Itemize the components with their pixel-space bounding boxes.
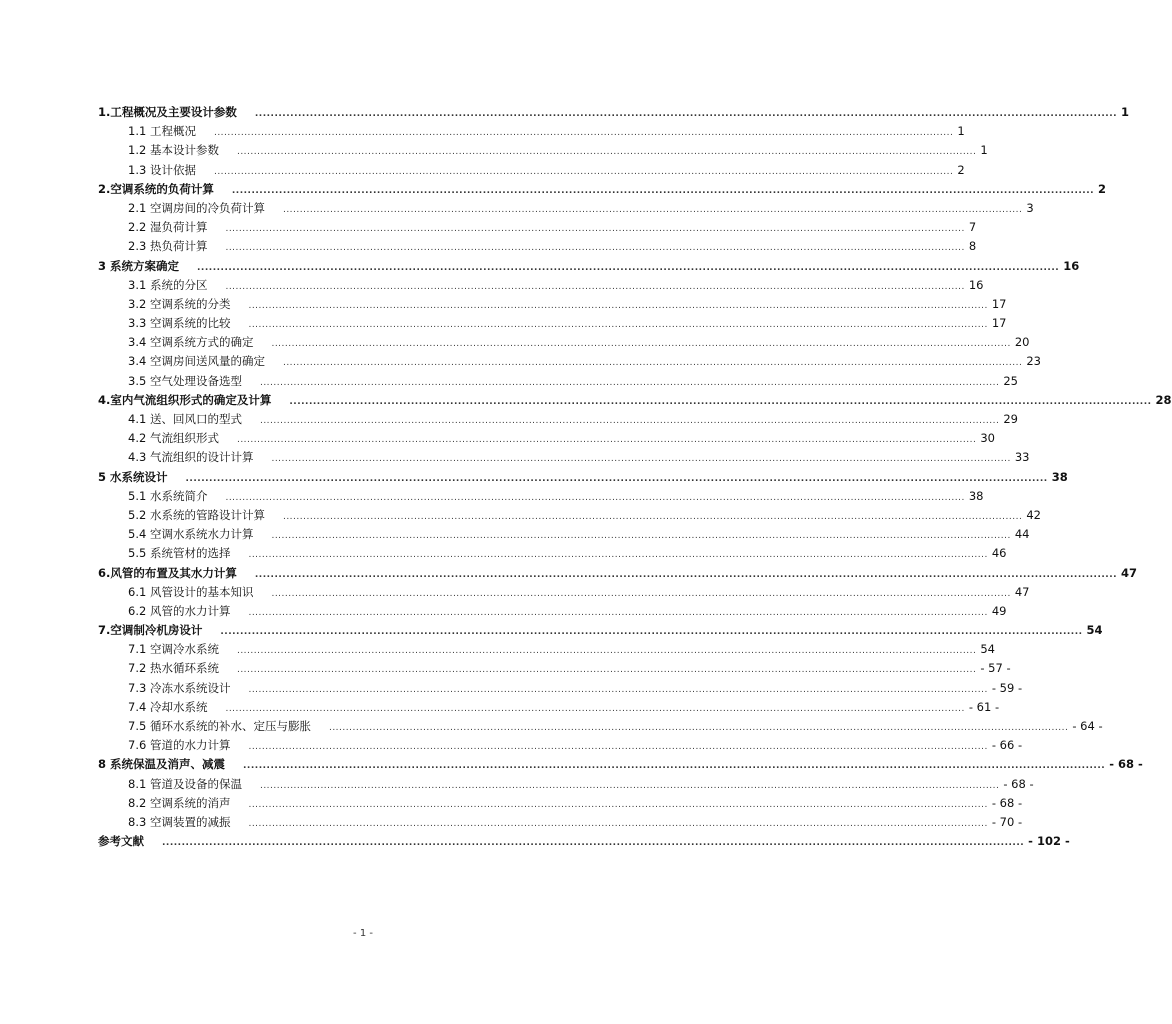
toc-section-entry	[98, 448, 1030, 467]
toc-section-entry	[98, 506, 1041, 525]
toc-dot-leader: ............................................................................................................................................................................................................................	[225, 243, 965, 254]
toc-section-entry	[98, 736, 1023, 755]
toc-dot-leader: ............................................................................................................................................................................................................................	[231, 185, 1095, 196]
toc-chapter-entry	[98, 391, 1172, 410]
toc-dot-leader: ............................................................................................................................................................................................................................	[271, 588, 1011, 599]
toc-entry-title: 4.3 气流组织的设计计算	[128, 450, 254, 465]
toc-dot-leader: ............................................................................................................................................................................................................................	[213, 128, 954, 139]
toc-entry-title: 5 水系统设计	[98, 469, 168, 484]
toc-section-entry	[98, 794, 1023, 813]
toc-entry-title: 8 系统保温及消声、减震	[98, 757, 226, 772]
toc-entry-page: - 70 -	[991, 814, 1023, 829]
toc-dot-leader: ............................................................................................................................................................................................................................	[271, 531, 1011, 542]
toc-dot-leader: ............................................................................................................................................................................................................................	[236, 435, 977, 446]
toc-dot-leader: ............................................................................................................................................................................................................................	[185, 473, 1048, 484]
toc-section-entry	[98, 659, 1011, 678]
toc-dot-leader: ............................................................................................................................................................................................................................	[259, 377, 1000, 388]
toc-dot-leader: ............................................................................................................................................................................................................................	[259, 780, 1000, 791]
toc-entry-title: 3.5 空气处理设备选型	[128, 373, 242, 388]
toc-entry-page: 30	[980, 431, 995, 446]
toc-dot-leader: ............................................................................................................................................................................................................................	[254, 109, 1118, 119]
toc-entry-page: 25	[1003, 373, 1018, 388]
toc-entry-title: 7.5 循环水系统的补水、定压与膨胀	[128, 719, 311, 733]
toc-entry-page: 23	[1026, 354, 1041, 369]
toc-section-entry	[98, 199, 1034, 218]
toc-section-entry	[98, 161, 965, 180]
toc-entry-title: 6.1 风管设计的基本知识	[128, 584, 254, 599]
toc-entry-page: 7	[968, 220, 977, 235]
toc-dot-leader: ............................................................................................................................................................................................................................	[225, 224, 965, 235]
toc-section-entry	[98, 295, 1007, 314]
toc-entry-title: 8.1 管道及设备的保温	[128, 776, 242, 791]
toc-section-entry	[98, 218, 977, 237]
toc-dot-leader: ............................................................................................................................................................................................................................	[248, 742, 988, 753]
toc-chapter-entry	[98, 564, 1138, 583]
toc-entry-page: 16	[968, 277, 984, 292]
toc-chapter-entry	[98, 621, 1103, 640]
toc-entry-title: 7.3 冷冻水系统设计	[128, 680, 231, 695]
toc-section-entry	[98, 544, 1007, 563]
toc-dot-leader: ............................................................................................................................................................................................................................	[289, 396, 1152, 407]
toc-entry-page: 1	[1121, 105, 1130, 119]
toc-entry-title: 2.1 空调房间的冷负荷计算	[128, 200, 265, 215]
toc-dot-leader: ............................................................................................................................................................................................................................	[248, 818, 988, 829]
toc-entry-title: 4.室内气流组织形式的确定及计算	[98, 392, 272, 407]
toc-entry-title: 3.1 系统的分区	[128, 277, 208, 292]
toc-section-entry	[98, 314, 1007, 333]
toc-dot-leader: ............................................................................................................................................................................................................................	[271, 339, 1011, 350]
toc-entry-page: 2	[1098, 181, 1107, 196]
toc-entry-page: - 66 -	[991, 738, 1023, 753]
toc-entry-page: 47	[1014, 584, 1030, 599]
toc-entry-title: 7.2 热水循环系统	[128, 661, 219, 676]
toc-dot-leader: ............................................................................................................................................................................................................................	[248, 684, 988, 695]
toc-section-entry	[98, 487, 984, 506]
toc-entry-page: 16	[1063, 258, 1080, 273]
toc-chapter-entry	[98, 257, 1080, 276]
toc-chapter-entry	[98, 180, 1107, 199]
toc-entry-title: 7.空调制冷机房设计	[98, 623, 203, 638]
toc-dot-leader: ............................................................................................................................................................................................................................	[213, 166, 954, 177]
toc-entry-title: 2.2 湿负荷计算	[128, 220, 208, 235]
toc-section-entry	[98, 698, 1000, 717]
toc-section-entry	[98, 372, 1018, 391]
toc-entry-page: - 59 -	[991, 680, 1023, 695]
toc-entry-title: 3.4 空调房间送风量的确定	[128, 354, 265, 369]
toc-entry-page: 29	[1003, 412, 1018, 426]
toc-dot-leader: ............................................................................................................................................................................................................................	[254, 569, 1118, 580]
toc-dot-leader: ............................................................................................................................................................................................................................	[236, 646, 977, 657]
toc-section-entry	[98, 237, 977, 256]
toc-entry-page: - 57 -	[980, 661, 1011, 676]
toc-entry-title: 3 系统方案确定	[98, 258, 180, 273]
toc-entry-page: 49	[991, 603, 1007, 618]
toc-entry-page: 20	[1014, 335, 1030, 350]
toc-dot-leader: ............................................................................................................................................................................................................................	[225, 703, 965, 714]
toc-entry-title: 7.6 管道的水力计算	[128, 738, 231, 753]
toc-entry-page: - 61 -	[968, 699, 1000, 714]
toc-section-entry	[98, 583, 1030, 602]
toc-entry-title: 4.2 气流组织形式	[128, 431, 219, 446]
toc-entry-page: 2	[957, 162, 965, 177]
toc-entry-title: 5.1 水系统简介	[128, 488, 208, 503]
toc-dot-leader: ............................................................................................................................................................................................................................	[248, 320, 988, 331]
toc-dot-leader: ............................................................................................................................................................................................................................	[248, 300, 988, 311]
toc-dot-leader: ............................................................................................................................................................................................................................	[328, 723, 1069, 733]
toc-section-entry	[98, 525, 1030, 544]
toc-entry-page: - 64 -	[1072, 719, 1103, 733]
toc-dot-leader: ............................................................................................................................................................................................................................	[248, 550, 988, 561]
toc-dot-leader: ............................................................................................................................................................................................................................	[282, 358, 1023, 369]
toc-section-entry	[98, 352, 1041, 371]
toc-entry-title: 5.5 系统管材的选择	[128, 546, 231, 561]
toc-entry-page: 3	[1026, 200, 1034, 215]
toc-dot-leader: ............................................................................................................................................................................................................................	[236, 147, 977, 158]
toc-entry-title: 参考文献	[98, 834, 144, 849]
toc-entry-title: 5.2 水系统的管路设计计算	[128, 507, 265, 522]
toc-entry-title: 4.1 送、回风口的型式	[128, 412, 242, 426]
toc-entry-title: 3.3 空调系统的比较	[128, 316, 231, 331]
toc-chapter-entry	[98, 468, 1068, 487]
toc-section-entry	[98, 775, 1034, 794]
toc-entry-page: 46	[991, 546, 1007, 561]
toc-entry-title: 1.1 工程概况	[128, 124, 196, 139]
toc-section-entry	[98, 141, 988, 160]
toc-entry-page: 17	[991, 316, 1007, 331]
toc-section-entry	[98, 813, 1023, 832]
toc-dot-leader: ............................................................................................................................................................................................................................	[271, 454, 1011, 465]
toc-entry-page: - 68 -	[1109, 757, 1143, 772]
toc-section-entry	[98, 679, 1023, 698]
toc-entry-title: 8.2 空调系统的消声	[128, 795, 231, 810]
toc-entry-page: 8	[968, 239, 977, 254]
toc-entry-page: - 68 -	[1003, 776, 1034, 791]
toc-dot-leader: ............................................................................................................................................................................................................................	[162, 838, 1025, 849]
toc-entry-page: 38	[968, 488, 984, 503]
toc-dot-leader: ............................................................................................................................................................................................................................	[282, 511, 1023, 522]
toc-section-entry	[98, 640, 995, 659]
page-number: - 1 -	[353, 928, 373, 939]
toc-entry-title: 6.2 风管的水力计算	[128, 603, 231, 618]
toc-dot-leader: ............................................................................................................................................................................................................................	[220, 627, 1083, 638]
toc-entry-title: 2.3 热负荷计算	[128, 239, 208, 254]
toc-entry-page: - 68 -	[991, 795, 1023, 810]
toc-entry-page: 28	[1155, 392, 1172, 407]
toc-entry-page: 54	[980, 642, 995, 657]
toc-entry-title: 1.2 基本设计参数	[128, 143, 219, 158]
toc-dot-leader: ............................................................................................................................................................................................................................	[282, 204, 1023, 215]
toc-entry-title: 3.4 空调系统方式的确定	[128, 335, 254, 350]
toc-section-entry	[98, 276, 984, 295]
toc-dot-leader: ............................................................................................................................................................................................................................	[225, 492, 965, 503]
toc-entry-page: 44	[1014, 527, 1030, 542]
table-of-contents	[98, 103, 1172, 851]
toc-dot-leader: ............................................................................................................................................................................................................................	[248, 799, 988, 810]
toc-dot-leader: ............................................................................................................................................................................................................................	[225, 281, 965, 292]
toc-entry-page: 33	[1014, 450, 1030, 465]
toc-section-entry	[98, 429, 995, 448]
toc-entry-page: 54	[1086, 623, 1103, 638]
toc-entry-title: 7.4 冷却水系统	[128, 699, 208, 714]
toc-dot-leader: ............................................................................................................................................................................................................................	[197, 262, 1060, 273]
toc-entry-title: 3.2 空调系统的分类	[128, 296, 231, 311]
toc-dot-leader: ............................................................................................................................................................................................................................	[248, 607, 988, 618]
toc-entry-title: 6.风管的布置及其水力计算	[98, 565, 237, 580]
toc-dot-leader: ............................................................................................................................................................................................................................	[259, 416, 1000, 426]
toc-entry-page: 42	[1026, 507, 1041, 522]
toc-dot-leader: ............................................................................................................................................................................................................................	[236, 665, 977, 676]
toc-chapter-entry	[98, 755, 1143, 774]
toc-chapter-entry	[98, 103, 1130, 122]
toc-section-entry	[98, 602, 1007, 621]
toc-entry-title: 1.工程概况及主要设计参数	[98, 105, 237, 119]
toc-entry-page: 17	[991, 296, 1007, 311]
toc-entry-page: 38	[1051, 469, 1068, 484]
toc-section-entry	[98, 717, 1103, 736]
toc-entry-title: 7.1 空调冷水系统	[128, 642, 219, 657]
toc-entry-title: 5.4 空调水系统水力计算	[128, 527, 254, 542]
toc-entry-page: 1	[980, 143, 988, 158]
toc-entry-page: - 102 -	[1028, 834, 1070, 849]
toc-section-entry	[98, 410, 1018, 429]
toc-section-entry	[98, 122, 965, 141]
toc-entry-title: 2.空调系统的负荷计算	[98, 181, 214, 196]
toc-chapter-entry	[98, 832, 1070, 851]
toc-section-entry	[98, 333, 1030, 352]
toc-entry-page: 47	[1121, 565, 1138, 580]
toc-entry-page: 1	[957, 124, 965, 139]
toc-entry-title: 1.3 设计依据	[128, 162, 196, 177]
toc-entry-title: 8.3 空调装置的减振	[128, 814, 231, 829]
toc-dot-leader: ............................................................................................................................................................................................................................	[243, 761, 1106, 772]
